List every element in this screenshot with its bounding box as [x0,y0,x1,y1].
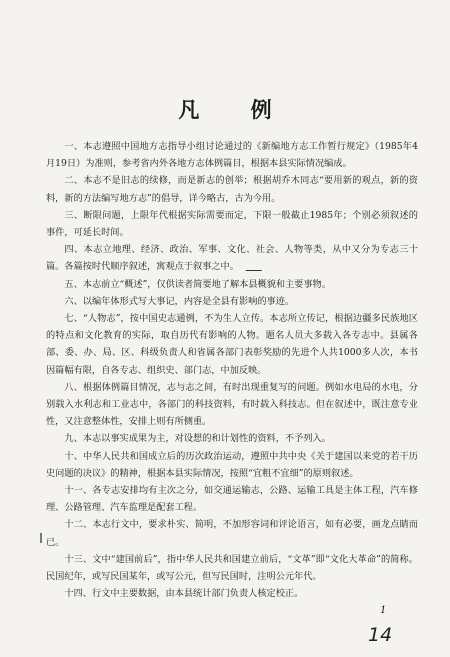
paragraph-9: 九、本志以事实成果为主，对设想的和计划性的资料，不予列入。 [64,433,331,445]
paragraph-3: 三、断限问题，上限年代根据实际需要而定，下限一般截止1985年；个别必须叙述的事件，可延长时间。 [46,209,418,239]
paragraph-2: 二、本志不是旧志的续修，而是新志的创举；根据胡乔木同志“要用新的观点，新的资料，新的方法编写地方志”的倡导，详今略古，古为今用。 [46,175,418,204]
page-title: 凡 例 [178,97,294,122]
paragraph-8: 八、根据体例篇目情况，志与志之间，有时出现重复写的问题。例如水电局的水电，分别载入水利志和工业志中，各部门的科技资料，有时载入科技志。但在叙述中，既注意专业性，又注意整体性，安排上则有所侧重。 [46,381,418,428]
page-number: 1 [380,605,387,616]
paragraph-6: 六、以编年体形式写大事记，内容是全县有影响的事迹。 [64,295,295,307]
paragraph-4-text: 四、本志立地理、经济、政治、军事、文化、社会、人物等类，从中又分为专志三十篇。各篇按时代顺序叙述，寓观点于叙事之中。 [46,244,418,273]
paragraph-12: 十二、本志行文中，要求朴实、简明，不加形容词和评论语言，如有必要，画龙点睛而已。 [46,519,418,548]
paragraph-7: 七、“人物志”，按中国史志通例，不为生人立传。本志所立传记，根据边疆多民族地区的特点和文化教育的实际，取自历代有影响的人物。题名人员大多载入各专志中。县属各部、委、办、局、区、科级负责人和省属各部门表彰奖励的先进个人共1000多人次，本书因篇幅有限，自各专志、组织史、部门志，中加反映。 [46,313,418,376]
pen-mark-icon [245,263,264,271]
margin-mark [40,533,42,543]
document-body [46,138,418,602]
paragraph-13: 十三、文中“建国前后”，指中华人民共和国建立前后，“文革”即“文化大革命”的简称。民国纪年，或写民国某年，或写公元，但写民国时，注明公元年代。 [46,553,418,583]
paragraph-1: 一、本志遵照中国地方志指导小组讨论通过的《新编地方志工作暂行规定》（1985年4月19日）为准则，参考省内外各地方志体例篇目，根据本县实际情况编成。 [46,141,418,170]
paragraph-4 [46,241,418,275]
handwritten-page-number: 14 [368,624,393,646]
paragraph-5: 五、本志前立“概述”，仅供读者简要地了解本县概貌和主要事物。 [64,278,332,290]
paragraph-10: 十、中华人民共和国成立后的历次政治运动，遵照中共中央《关于建国以来党的若干历史问题的决议》的精神，根据本县实际情况，按照“宜粗不宜细”的原则叙述。 [46,450,418,479]
paragraph-14: 十四、行文中主要数据，由本县统计部门负责人核定校正。 [64,588,304,600]
paragraph-11: 十一、各专志安排均有主次之分，如交通运输志，公路、运输工具是主体工程，汽车修理、公路管理、汽车监理是配套工程。 [46,485,418,514]
